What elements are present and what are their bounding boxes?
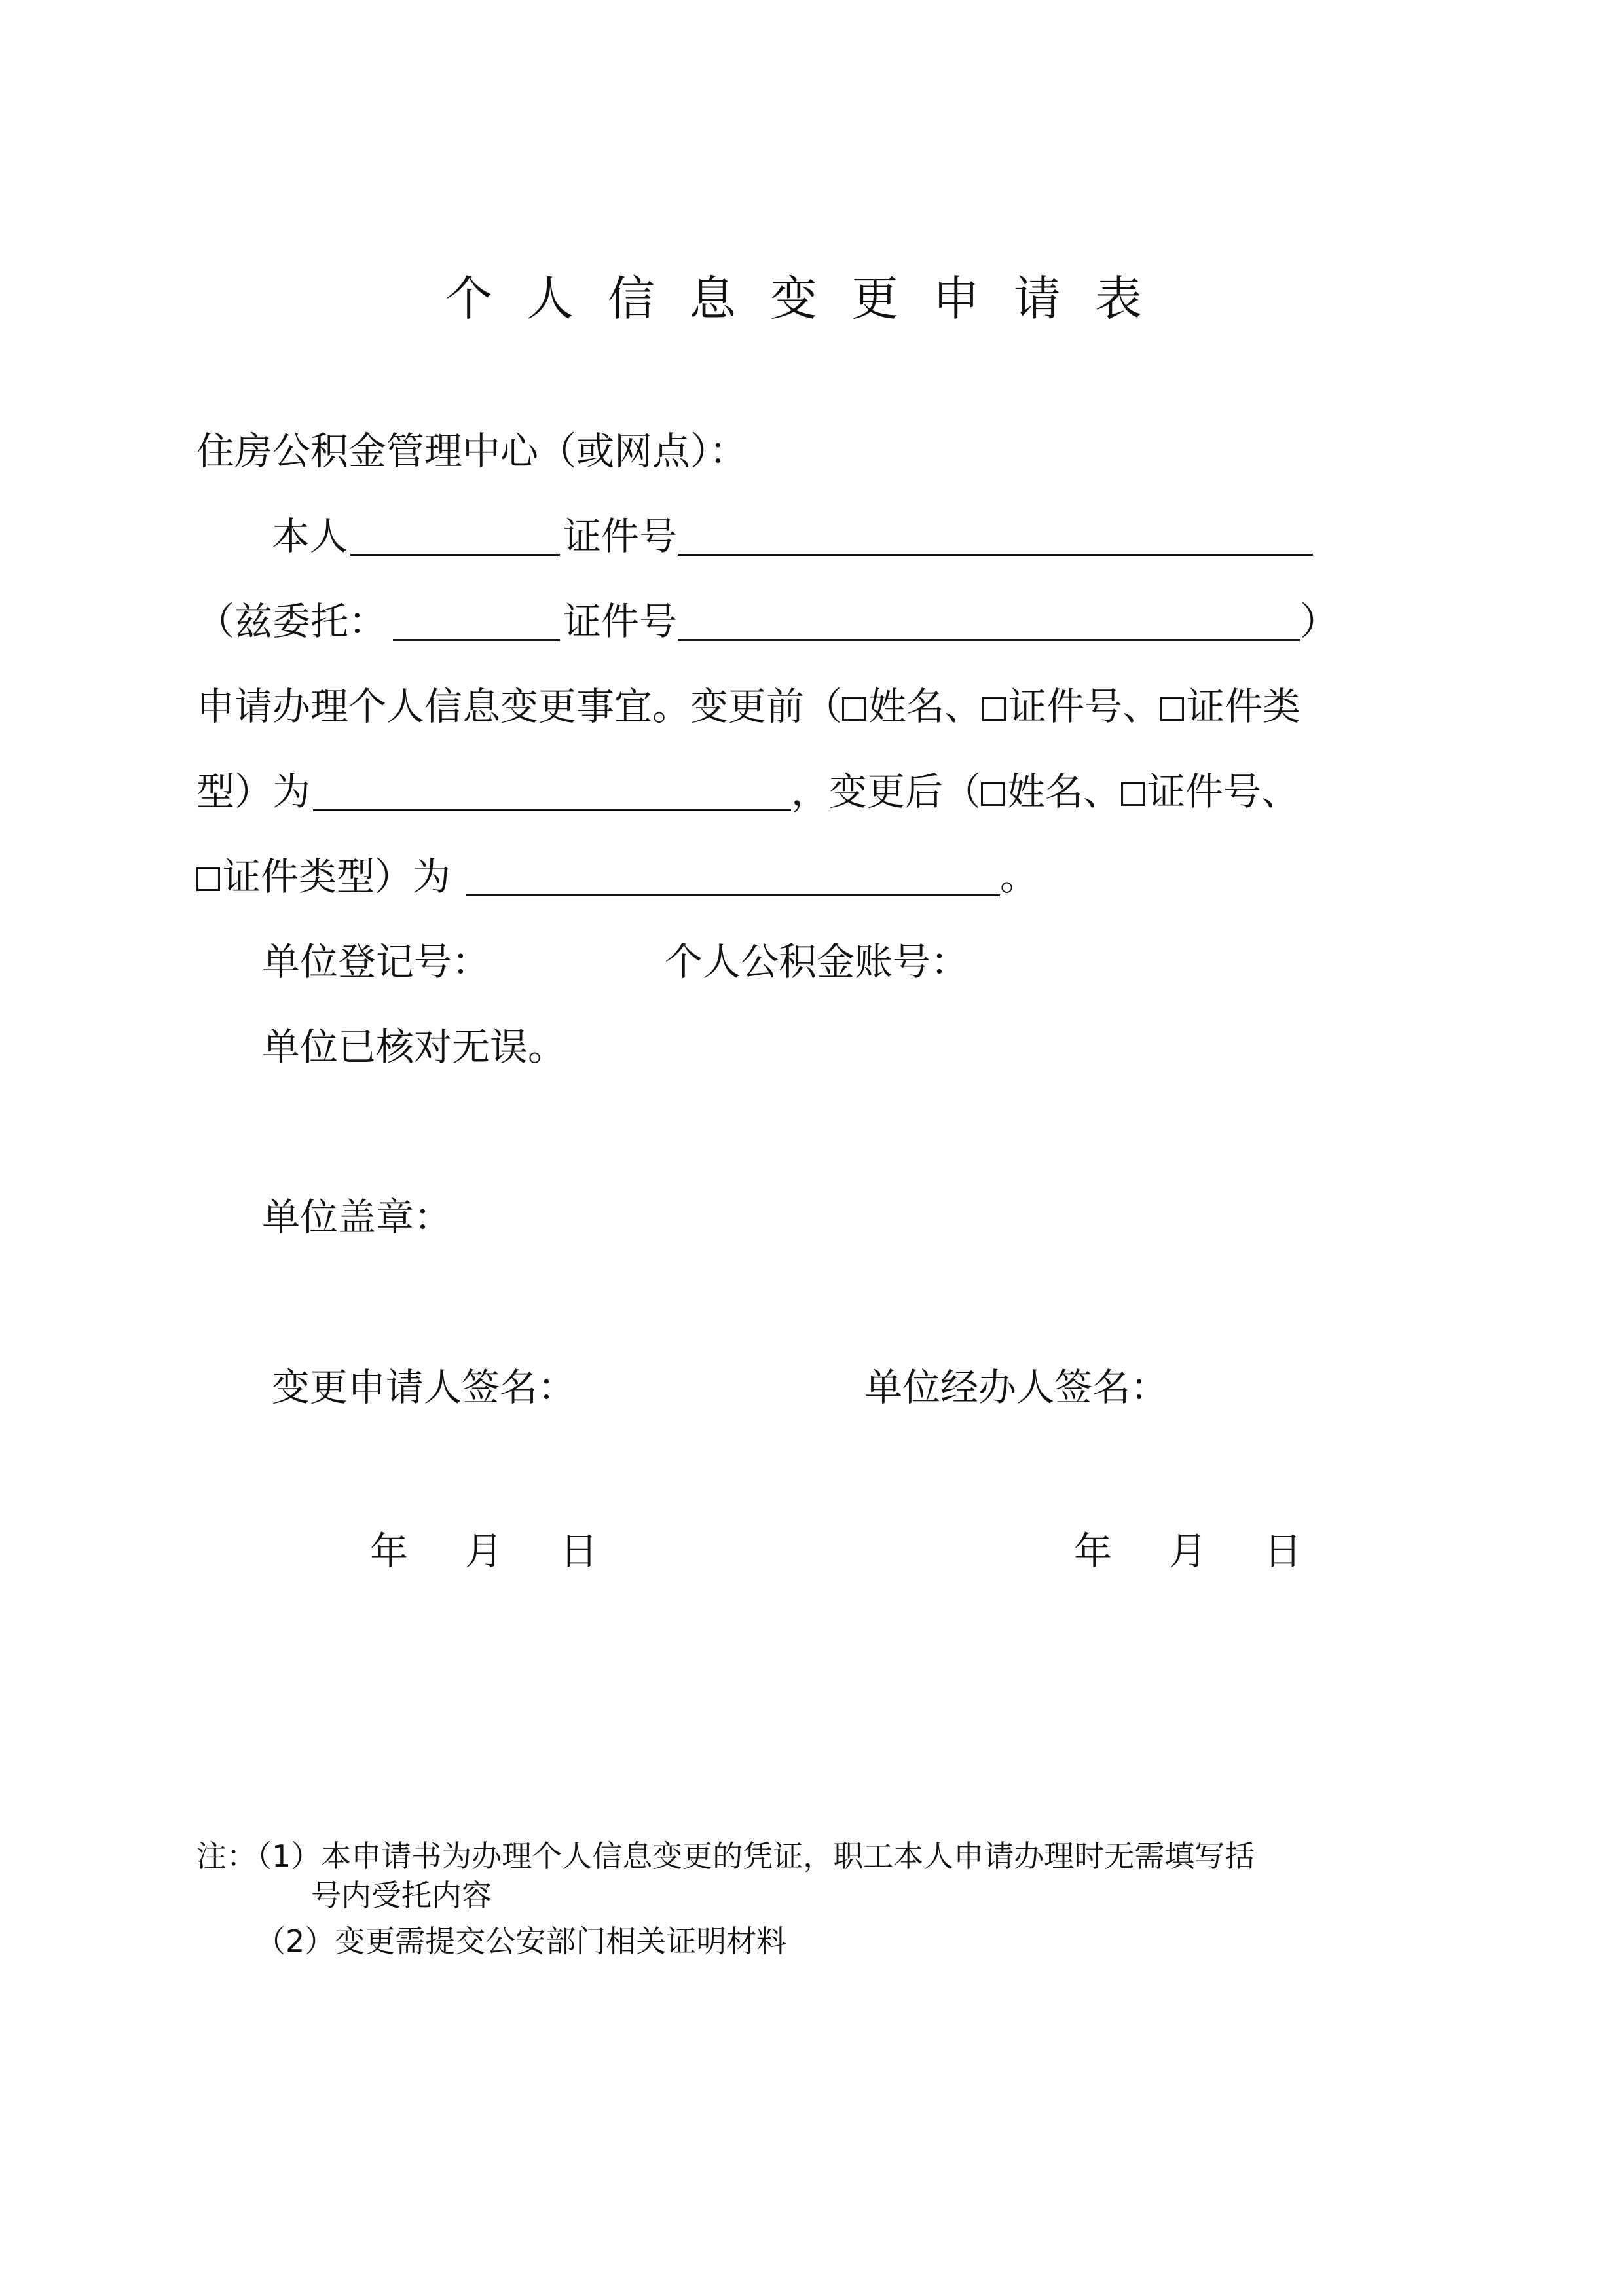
- opt-old-type: 证件类: [1187, 684, 1301, 729]
- self-id-label: 证件号: [563, 514, 678, 558]
- checkbox-new-type[interactable]: [196, 867, 220, 891]
- page-title: [445, 271, 1176, 326]
- note-2-text: 变更需提交公安部门相关证明材料: [335, 1923, 787, 1959]
- title-char: 变: [770, 271, 818, 326]
- para-text: 申请办理个人信息变更事宜。变更前（: [196, 684, 843, 729]
- checkbox-new-name[interactable]: [981, 782, 1005, 806]
- entrust-id-label: 证件号: [563, 599, 678, 644]
- title-char: 息: [689, 271, 737, 326]
- note-2-prefix: （2）: [255, 1923, 335, 1959]
- para-end: 。: [1000, 854, 1039, 899]
- checkbox-old-id[interactable]: [982, 697, 1006, 721]
- personal-account-label: 个人公积金账号：: [665, 939, 969, 984]
- title-char: 人: [526, 271, 574, 326]
- verified-text: 单位已核对无误。: [262, 1025, 566, 1069]
- agent-date-day: 日: [1264, 1529, 1302, 1573]
- entrust-name-field[interactable]: [393, 639, 560, 641]
- entrust-id-field[interactable]: [678, 639, 1300, 641]
- before-value-field[interactable]: [313, 809, 791, 811]
- stamp-label: 单位盖章：: [262, 1195, 452, 1239]
- note-1-text: 本申请书为办理个人信息变更的凭证，职工本人申请办理时无需填写括: [321, 1838, 1255, 1874]
- title-char: 请: [1014, 271, 1061, 326]
- opt-old-name: 姓名、: [868, 684, 983, 729]
- agent-sign-label: 单位经办人签名：: [864, 1365, 1169, 1410]
- unit-reg-label: 单位登记号：: [262, 939, 490, 984]
- applicant-sign-label: 变更申请人签名：: [272, 1365, 576, 1410]
- self-id-field[interactable]: [678, 554, 1313, 556]
- title-char: 个: [445, 271, 493, 326]
- opt-new-id: 证件号、: [1147, 769, 1300, 814]
- entrust-label: （兹委托：: [196, 599, 387, 644]
- checkbox-old-type[interactable]: [1160, 697, 1184, 721]
- opt-new-name: 姓名、: [1007, 769, 1122, 814]
- after-value-field[interactable]: [466, 894, 1000, 896]
- self-label: 本人: [272, 514, 348, 558]
- note-1-prefix: 注：（1）: [196, 1838, 322, 1874]
- checkbox-old-name[interactable]: [842, 697, 866, 721]
- agent-date-month: 月: [1169, 1529, 1208, 1573]
- note-1: [196, 1838, 1255, 1874]
- title-char: 更: [851, 271, 899, 326]
- opt-old-id: 证件号、: [1008, 684, 1161, 729]
- recipient-line: 住房公积金管理中心（或网点）：: [196, 429, 748, 473]
- opt-new-type: 证件类型）为: [223, 854, 451, 899]
- paragraph-line-1: [196, 684, 1301, 729]
- agent-date-year: 年: [1074, 1529, 1113, 1573]
- title-char: 申: [932, 271, 980, 326]
- applicant-date-day: 日: [560, 1529, 599, 1573]
- para-text: ，变更后（: [791, 769, 982, 814]
- entrust-close: ）: [1300, 599, 1338, 644]
- paragraph-line-3: [196, 854, 451, 899]
- para-line2-start: 型）为: [196, 769, 311, 814]
- paragraph-line-2b: [791, 769, 1300, 814]
- checkbox-new-id[interactable]: [1121, 782, 1145, 806]
- applicant-date-month: 月: [465, 1529, 504, 1573]
- title-char: 信: [608, 271, 655, 326]
- title-char: 表: [1095, 271, 1143, 326]
- note-1-cont: 号内受托内容: [311, 1878, 492, 1913]
- applicant-date-year: 年: [370, 1529, 409, 1573]
- self-name-field[interactable]: [350, 554, 560, 556]
- note-2: [255, 1923, 787, 1959]
